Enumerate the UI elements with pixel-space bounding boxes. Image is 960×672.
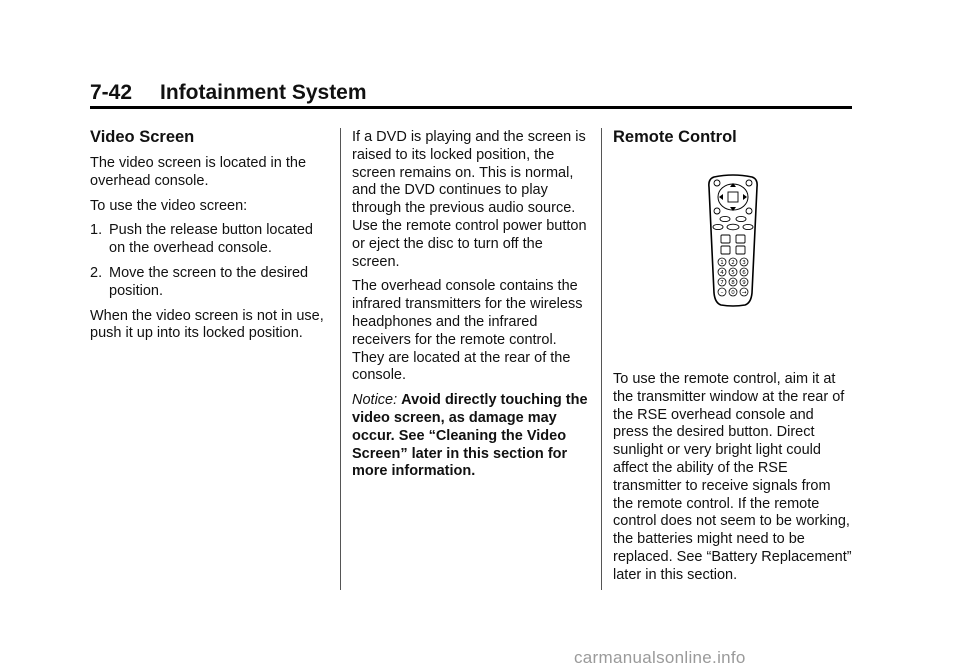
remote-control-icon: [613, 173, 853, 349]
step-number: 1.: [90, 222, 103, 239]
keypad-key: 8: [731, 280, 735, 286]
step-number: 2.: [90, 264, 103, 281]
keypad-key: 0: [731, 290, 735, 296]
keypad-row-1: [718, 258, 748, 266]
footer-url: carmanualsonline.info: [574, 648, 746, 667]
keypad-key: 5: [731, 270, 735, 276]
step-text: Push the release button located on the overhead console.: [109, 222, 313, 257]
paragraph: To use the remote control, aim it at the transmitter window at the rear of the RSE overhead console and press the desired button. Direct sunlight or very bright light could affect the ability of the RSE transmitter to receive signals from the remote control. If the remote control does not seem to be working, the batteries might need to be replaced. See “Battery Replacement” later in this section.: [613, 371, 852, 583]
section-heading-video-screen: Video Screen: [90, 128, 195, 146]
keypad-row-2: [718, 268, 748, 276]
keypad-key: 4: [720, 270, 724, 276]
notice: [352, 392, 592, 481]
column-video-screen: [90, 127, 330, 350]
keypad-key: –: [720, 290, 724, 296]
step-text: Move the screen to the desired position.: [109, 264, 309, 299]
notice-label: Notice:: [352, 392, 398, 409]
paragraph: To use the video screen:: [90, 197, 248, 214]
paragraph: If a DVD is playing and the screen is raised to its locked position, the screen remains on. This is normal, and the DVD continues to play through the previous audio source. Use the remote control power button or eject the disc to turn off the screen.: [352, 129, 587, 270]
column-dvd-info: [352, 129, 592, 488]
keypad-key: 6: [742, 270, 746, 276]
section-heading-remote-control: Remote Control: [613, 128, 737, 146]
paragraph: When the video screen is not in use, push it up into its locked position.: [90, 307, 324, 342]
list-item: [90, 222, 330, 258]
paragraph: The overhead console contains the infrared transmitters for the wireless headphones and the infrared receivers for the remote control. They are located at the rear of the console.: [352, 278, 583, 384]
keypad-key: 7: [720, 280, 724, 286]
keypad-key: 2: [731, 260, 735, 266]
keypad-row-4: [718, 288, 748, 296]
paragraph: The video screen is located in the overhead console.: [90, 155, 307, 189]
keypad-key: 1: [720, 260, 724, 266]
keypad-key: 9: [742, 280, 746, 286]
column-remote-control: [613, 127, 853, 592]
page-title: Infotainment System: [160, 81, 367, 104]
notice-text: Avoid directly touching the video screen, as damage may occur. See “Cleaning the Video Screen” later in this section for more information.: [352, 392, 588, 480]
column-divider-1: [340, 128, 341, 590]
column-divider-2: [601, 128, 602, 590]
list-item: [90, 265, 330, 301]
page-header: [90, 80, 852, 109]
keypad-key: →: [741, 290, 747, 296]
page-number: 7-42: [90, 81, 133, 104]
keypad-row-3: [718, 278, 748, 286]
keypad-key: 3: [742, 260, 746, 266]
remote-control-figure: [613, 173, 853, 349]
steps-list: [90, 222, 330, 300]
